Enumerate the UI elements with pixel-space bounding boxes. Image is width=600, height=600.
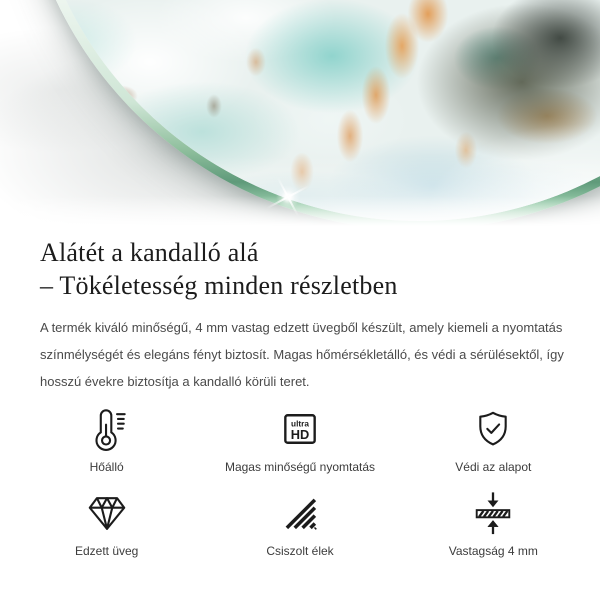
feature-label: Edzett üveg: [74, 544, 139, 558]
product-description: A termék kiváló minőségű, 4 mm vastag edzett üvegből készült, amely kiemeli a nyomtatás színmélységét és elegáns fényt biztosít. Magas hőmérsékletálló, és védi a sérülésektől, így hosszú évekre biztosítja a kandalló körüli teret.: [40, 320, 564, 389]
title-line-2: – Tökéletesség minden részletben: [40, 271, 398, 300]
ultra-hd-icon-text-top: ultra: [291, 419, 309, 429]
feature-label: Hőálló: [89, 460, 124, 474]
feature-label: Vastagság 4 mm: [448, 544, 538, 558]
feature-label: Csiszolt élek: [266, 544, 334, 558]
feature-high-quality-print: [203, 405, 396, 475]
ultra-hd-icon-text-bottom: HD: [290, 427, 310, 443]
feature-label: Védi az alapot: [455, 460, 532, 474]
feature-protects-base: [397, 405, 590, 475]
diamond-icon: [84, 491, 130, 535]
feature-tempered-glass: [10, 489, 203, 559]
feature-thickness: [397, 489, 590, 559]
thermometer-icon: [85, 406, 129, 452]
feature-label: Magas minőségű nyomtatás: [224, 460, 376, 474]
product-photo: [0, 0, 600, 230]
glass-edge: [27, 0, 600, 221]
shield-check-icon: [472, 407, 514, 451]
ultra-hd-icon: [278, 407, 322, 451]
feature-heat-resistant: [10, 405, 203, 475]
polished-edge-icon: [279, 492, 321, 534]
title-line-1: Alátét a kandalló alá: [40, 238, 259, 267]
feature-grid: [10, 405, 590, 559]
photo-bottom-fade: [0, 196, 600, 230]
feature-polished-edges: [203, 489, 396, 559]
description-block: [0, 236, 600, 395]
page-title: [40, 236, 560, 302]
marble-print-artwork: [27, 0, 600, 221]
thickness-icon: [470, 490, 516, 536]
